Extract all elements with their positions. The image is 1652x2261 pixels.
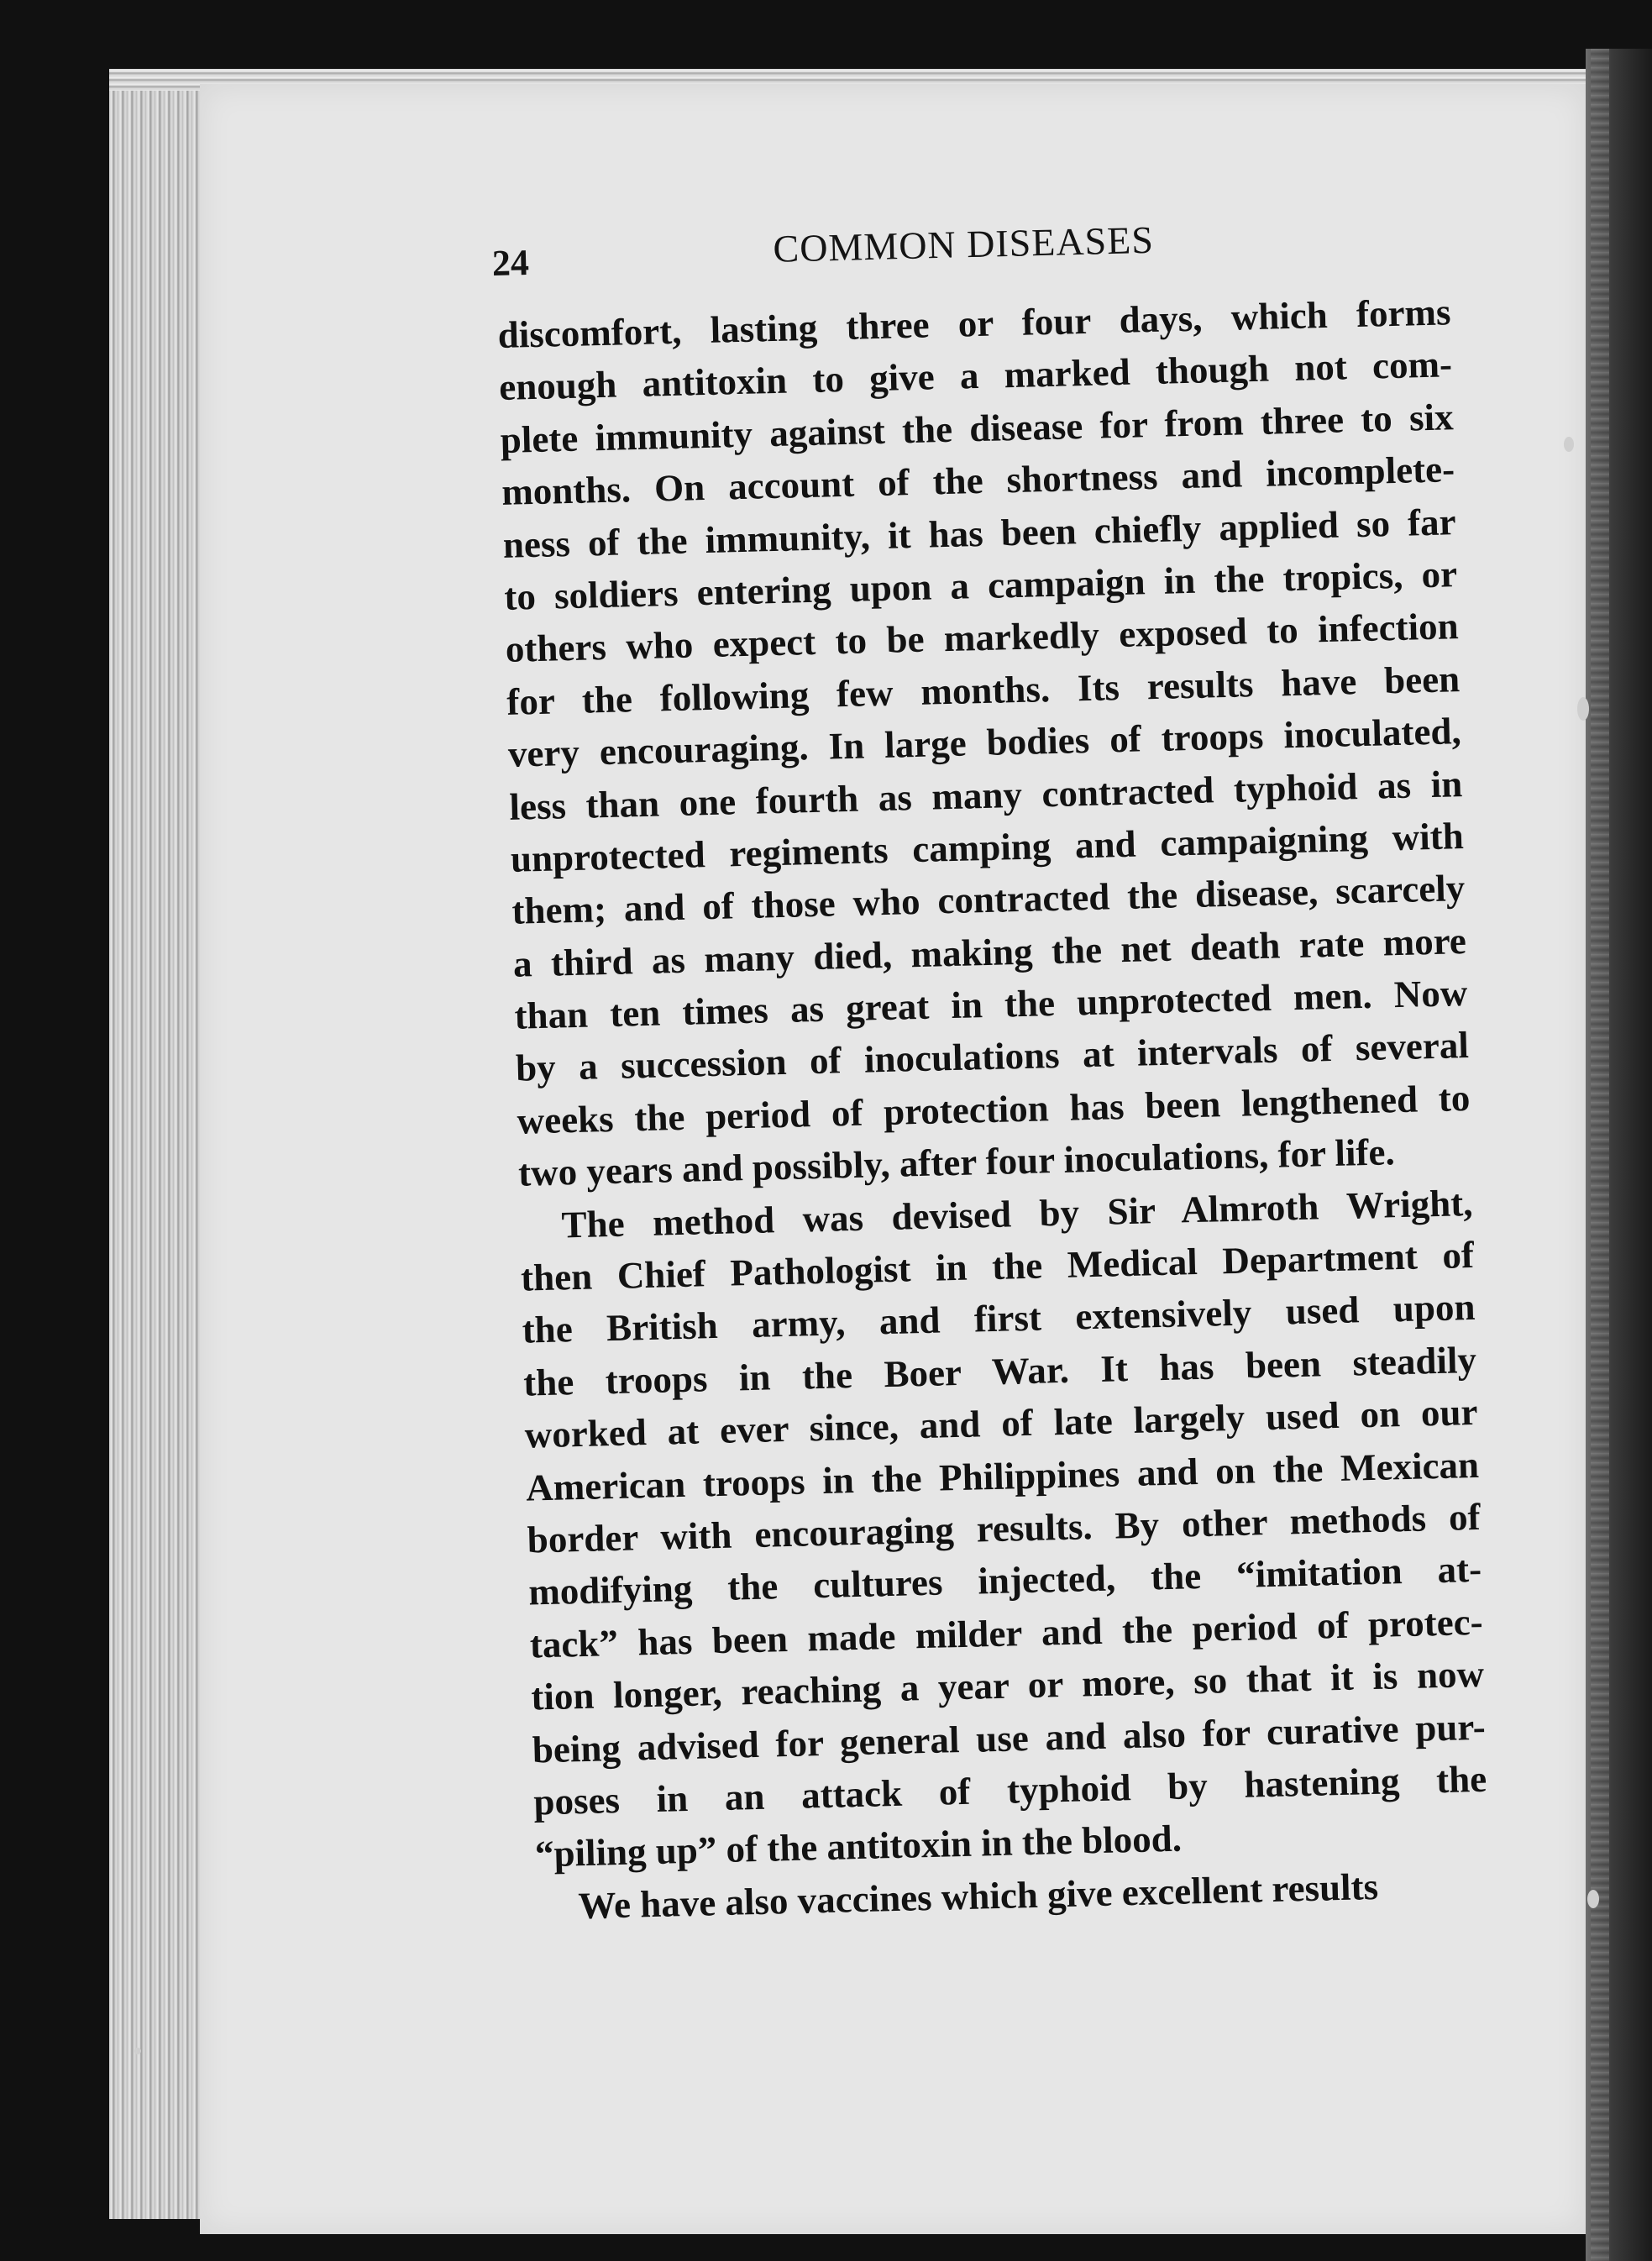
scan-speck	[134, 2048, 141, 2054]
text-line: tack” has been made milder and the period of protec-	[529, 1600, 1484, 1666]
book-binding-edge-right	[1586, 49, 1652, 2261]
text-line: plete immunity against the disease for from three to six	[500, 396, 1455, 461]
text-line: them; and of those who contracted the disease, scarcely	[511, 867, 1466, 933]
scan-speck	[1577, 697, 1589, 721]
body-text	[497, 286, 1490, 1933]
text-line: by a succession of inoculations at intervals of several	[515, 1024, 1470, 1090]
text-line: less than one fourth as many contracted typhoid as in	[508, 762, 1463, 828]
text-line: months. On account of the shortness and incomplete-	[501, 448, 1455, 514]
running-title: COMMON DISEASES	[772, 218, 1155, 270]
text-line: the troops in the Boer War. It has been steadily	[522, 1338, 1477, 1404]
text-line: being advised for general use and also for curative pur-	[532, 1705, 1487, 1771]
text-line: unprotected regiments camping and campaigning with	[510, 814, 1465, 880]
text-line: the British army, and first extensively used upon	[522, 1286, 1476, 1352]
text-line: modifying the cultures injected, the “imitation at-	[527, 1548, 1482, 1613]
text-line: weeks the period of protection has been lengthened to	[517, 1076, 1471, 1142]
text-line: tion longer, reaching a year or more, so that it is now	[530, 1652, 1485, 1718]
text-line: “piling up” of the antitoxin in the blood.	[534, 1817, 1183, 1875]
text-line: We have also vaccines which give excellent results	[577, 1865, 1379, 1927]
text-line: for the following few months. Its results have been	[506, 657, 1461, 723]
text-line: a third as many died, making the net death rate more	[512, 919, 1467, 985]
text-line: enough antitoxin to give a marked though not com-	[498, 343, 1453, 409]
text-line: American troops in the Philippines and on the Mexican	[525, 1443, 1480, 1509]
text-line: to soldiers entering upon a campaign in the tropics, or	[503, 553, 1458, 618]
text-line: two years and possibly, after four inoculations, for life.	[517, 1130, 1396, 1194]
text-line: border with encouraging results. By other methods of	[527, 1495, 1482, 1561]
page-number: 24	[491, 241, 530, 284]
text-line: ness of the immunity, it has been chiefly applied so far	[502, 500, 1457, 566]
scan-speck	[1564, 437, 1574, 452]
text-line: discomfort, lasting three or four days, which forms	[497, 291, 1452, 356]
text-line: then Chief Pathologist in the Medical Department of	[520, 1233, 1475, 1299]
text-line: than ten times as great in the unprotected men. Now	[513, 972, 1468, 1037]
text-line: poses in an attack of typhoid by hastening the	[532, 1757, 1487, 1823]
scan-speck	[1587, 1890, 1599, 1908]
text-line: very encouraging. In large bodies of troops inoculated,	[507, 710, 1462, 775]
text-line: others who expect to be markedly exposed to infection	[505, 605, 1460, 671]
text-line: worked at ever since, and of late largely used on our	[524, 1391, 1479, 1456]
text-line: The method was devised by Sir Almroth Wright,	[561, 1181, 1473, 1246]
